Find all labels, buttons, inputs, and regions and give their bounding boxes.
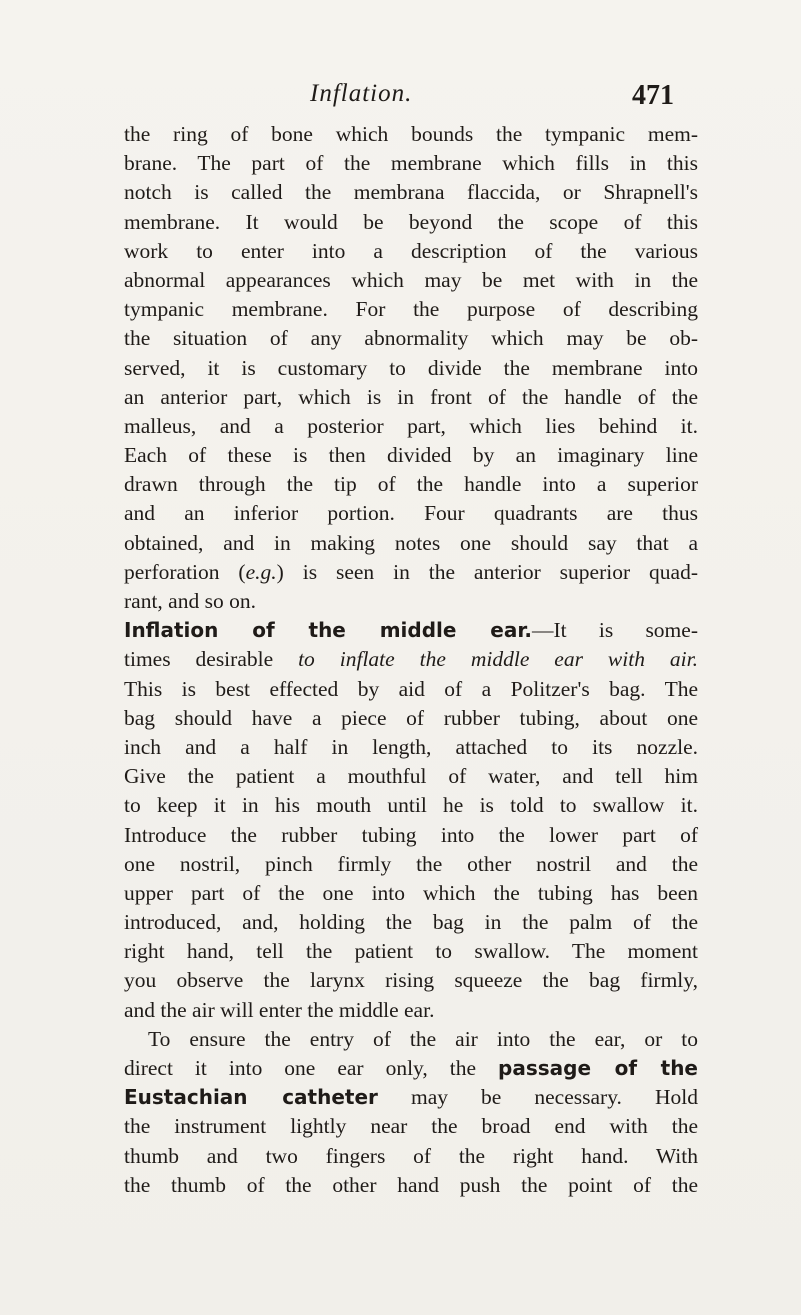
- section-heading-line: Inflation of the middle ear.—It is some-: [124, 618, 698, 643]
- emphasis-text: to inflate the middle ear with air.: [298, 647, 698, 672]
- text-line: rant, and so on.: [124, 589, 256, 613]
- text-line: one nostril, pinch firmly the other nostril and the: [124, 851, 698, 876]
- text-line: thumb and two fingers of the right hand. With: [124, 1143, 698, 1168]
- text-line: times desirable to inflate the middle ear with air.: [124, 647, 698, 672]
- text-line: To ensure the entry of the air into the ear, or to: [148, 1026, 698, 1051]
- running-title: Inflation.: [310, 80, 413, 107]
- bold-term: Eustachian catheter: [124, 1085, 378, 1110]
- text-line: This is best effected by aid of a Politzer's bag. The: [124, 676, 698, 701]
- section-heading: Inflation of the middle ear.: [124, 618, 532, 643]
- text-line: Eustachian catheter may be necessary. Hold: [124, 1085, 698, 1110]
- text-line: and an inferior portion. Four quadrants are thus: [124, 501, 698, 526]
- body-text: [124, 120, 698, 1200]
- text-line: drawn through the tip of the handle into a superior: [124, 472, 698, 497]
- text-line: membrane. It would be beyond the scope of this: [124, 209, 698, 234]
- text-line: upper part of the one into which the tubing has been: [124, 880, 698, 905]
- text-line: Introduce the rubber tubing into the lower part of: [124, 822, 698, 847]
- text-line: obtained, and in making notes one should say that a: [124, 530, 698, 555]
- text-line: the thumb of the other hand push the point of the: [124, 1172, 698, 1197]
- text-line: the instrument lightly near the broad end with the: [124, 1114, 698, 1139]
- text-line: right hand, tell the patient to swallow. The moment: [124, 939, 698, 964]
- text-line: abnormal appearances which may be met with in the: [124, 267, 698, 292]
- text-line: the ring of bone which bounds the tympanic mem-: [124, 122, 698, 146]
- text-line: you observe the larynx rising squeeze the bag firmly,: [124, 968, 698, 993]
- text-line: Each of these is then divided by an imaginary line: [124, 443, 698, 468]
- text-line: tympanic membrane. For the purpose of describing: [124, 297, 698, 322]
- text-line: inch and a half in length, attached to its nozzle.: [124, 734, 698, 759]
- text-line: brane. The part of the membrane which fills in this: [124, 151, 698, 176]
- text-line: bag should have a piece of rubber tubing, about one: [124, 705, 698, 730]
- text-line: Give the patient a mouthful of water, and tell him: [124, 764, 698, 789]
- latin-abbreviation: e.g.: [245, 559, 277, 584]
- text-line: work to enter into a description of the various: [124, 238, 698, 263]
- text-line: notch is called the membrana flaccida, or Shrapnell's: [124, 180, 698, 205]
- text-line: malleus, and a posterior part, which lies behind it.: [124, 413, 698, 438]
- text-line: and the air will enter the middle ear.: [124, 997, 435, 1022]
- text-line: the situation of any abnormality which may be ob-: [124, 326, 698, 351]
- text-line: introduced, and, holding the bag in the palm of the: [124, 910, 698, 935]
- text-line: served, it is customary to divide the membrane into: [124, 355, 698, 380]
- bold-term: passage of the: [498, 1056, 698, 1080]
- text-line: an anterior part, which is in front of the handle of the: [124, 384, 698, 409]
- text-line: to keep it in his mouth until he is told to swallow it.: [124, 793, 698, 818]
- page-number: 471: [632, 80, 674, 111]
- text-line: perforation (e.g.) is seen in the anterior superior quad-: [124, 559, 699, 584]
- text-line: direct it into one ear only, the passage of the: [124, 1056, 698, 1080]
